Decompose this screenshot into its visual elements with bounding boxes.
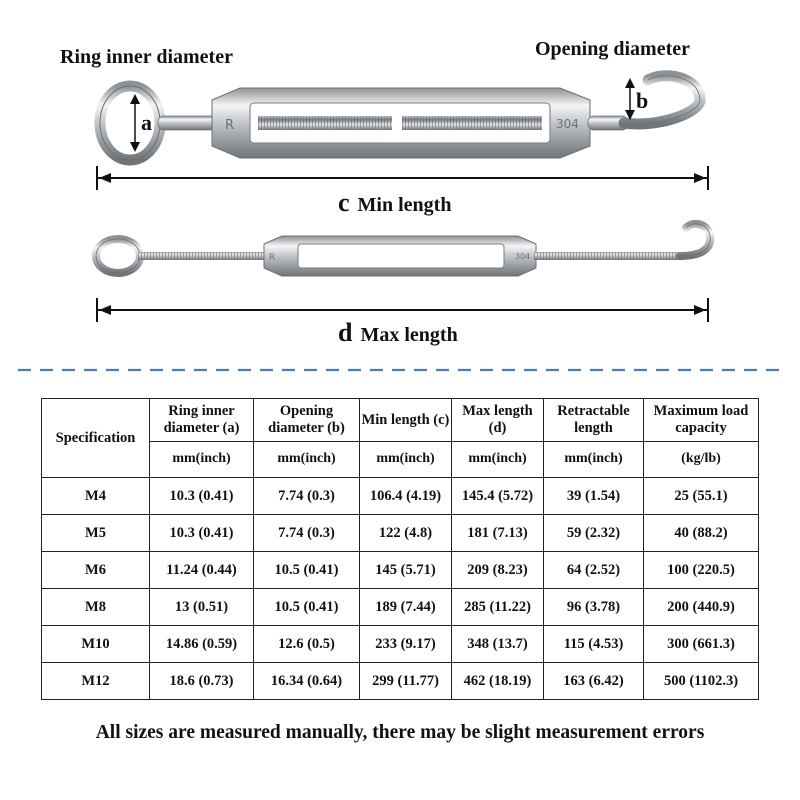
table-cell: 18.6 (0.73) xyxy=(150,663,254,700)
opening-diameter-label: Opening diameter xyxy=(535,38,690,60)
table-cell: 122 (4.8) xyxy=(360,515,452,552)
svg-text:R: R xyxy=(269,253,276,263)
spec-size-cell: M10 xyxy=(42,626,150,663)
unit-cell: mm(inch) xyxy=(254,442,360,478)
table-cell: 300 (661.3) xyxy=(644,626,759,663)
header-min-length: Min length (c) xyxy=(360,399,452,442)
large-turnbuckle xyxy=(97,76,708,190)
measurement-disclaimer: All sizes are measured manually, there may be slight measurement errors xyxy=(95,722,705,743)
spec-size-cell: M4 xyxy=(42,478,150,515)
table-cell: 64 (2.52) xyxy=(544,552,644,589)
unit-cell: mm(inch) xyxy=(544,442,644,478)
header-max-length: Max length (d) xyxy=(452,399,544,442)
spec-size-cell: M5 xyxy=(42,515,150,552)
dimension-b-letter: b xyxy=(636,88,649,113)
table-cell: 39 (1.54) xyxy=(544,478,644,515)
header-specification: Specification xyxy=(42,399,150,478)
table-row xyxy=(42,626,759,663)
table-cell: 181 (7.13) xyxy=(452,515,544,552)
hook-small xyxy=(680,224,710,256)
units-row xyxy=(42,442,759,478)
body-mark-r: R xyxy=(225,118,235,133)
header-retractable-length: Retractable length xyxy=(544,399,644,442)
dimension-c-letter: c xyxy=(338,188,350,217)
ring-inner-diameter-label: Ring inner diameter xyxy=(60,46,233,68)
table-cell: 189 (7.44) xyxy=(360,589,452,626)
table-cell: 40 (88.2) xyxy=(644,515,759,552)
unit-cell: mm(inch) xyxy=(150,442,254,478)
header-opening-diameter: Opening diameter (b) xyxy=(254,399,360,442)
table-cell: 163 (6.42) xyxy=(544,663,644,700)
min-length-text: Min length xyxy=(357,194,452,216)
table-cell: 7.74 (0.3) xyxy=(254,478,360,515)
table-cell: 285 (11.22) xyxy=(452,589,544,626)
table-cell: 10.5 (0.41) xyxy=(254,589,360,626)
table-cell: 200 (440.9) xyxy=(644,589,759,626)
unit-cell: mm(inch) xyxy=(360,442,452,478)
header-max-load: Maximum load capacity xyxy=(644,399,759,442)
table-cell: 500 (1102.3) xyxy=(644,663,759,700)
table-cell: 106.4 (4.19) xyxy=(360,478,452,515)
unit-cell: (kg/lb) xyxy=(644,442,759,478)
dimension-d-letter: d xyxy=(338,318,353,347)
dimension-a-letter: a xyxy=(141,110,152,135)
spec-size-cell: M8 xyxy=(42,589,150,626)
table-row xyxy=(42,478,759,515)
table-cell: 145 (5.71) xyxy=(360,552,452,589)
table-cell: 96 (3.78) xyxy=(544,589,644,626)
table-cell: 59 (2.32) xyxy=(544,515,644,552)
unit-cell: mm(inch) xyxy=(452,442,544,478)
max-length-text: Max length xyxy=(360,324,458,346)
max-length-label xyxy=(338,318,458,348)
table-row xyxy=(42,552,759,589)
header-ring-inner-diameter: Ring inner diameter (a) xyxy=(150,399,254,442)
table-cell: 7.74 (0.3) xyxy=(254,515,360,552)
specification-table xyxy=(41,398,759,700)
header-row xyxy=(42,399,759,442)
table-cell: 25 (55.1) xyxy=(644,478,759,515)
table-row xyxy=(42,663,759,700)
table-cell: 115 (4.53) xyxy=(544,626,644,663)
table-cell: 14.86 (0.59) xyxy=(150,626,254,663)
table-cell: 16.34 (0.64) xyxy=(254,663,360,700)
table-cell: 10.3 (0.41) xyxy=(150,515,254,552)
table-cell: 10.5 (0.41) xyxy=(254,552,360,589)
table-cell: 11.24 (0.44) xyxy=(150,552,254,589)
spec-size-cell: M12 xyxy=(42,663,150,700)
table-cell: 10.3 (0.41) xyxy=(150,478,254,515)
spec-size-cell: M6 xyxy=(42,552,150,589)
table-cell: 233 (9.17) xyxy=(360,626,452,663)
table-cell: 462 (18.19) xyxy=(452,663,544,700)
body-mark-304: 304 xyxy=(556,117,579,131)
table-cell: 299 (11.77) xyxy=(360,663,452,700)
table-row xyxy=(42,589,759,626)
table-cell: 12.6 (0.5) xyxy=(254,626,360,663)
table-body xyxy=(42,478,759,700)
table-cell: 100 (220.5) xyxy=(644,552,759,589)
dimension-c-line xyxy=(97,166,708,190)
table-row xyxy=(42,515,759,552)
table-cell: 13 (0.51) xyxy=(150,589,254,626)
min-length-label xyxy=(338,188,451,218)
table-cell: 209 (8.23) xyxy=(452,552,544,589)
extended-turnbuckle xyxy=(96,224,710,322)
table-cell: 145.4 (5.72) xyxy=(452,478,544,515)
table-cell: 348 (13.7) xyxy=(452,626,544,663)
svg-text:304: 304 xyxy=(515,252,531,261)
